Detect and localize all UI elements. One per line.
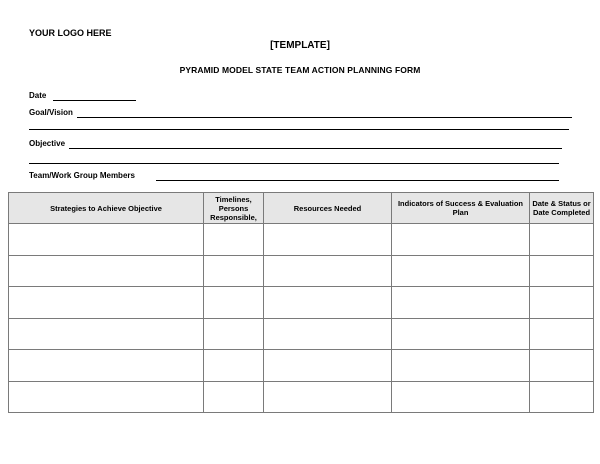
table-cell[interactable] bbox=[392, 255, 530, 287]
table-cell[interactable] bbox=[530, 224, 594, 256]
table-cell[interactable] bbox=[264, 255, 392, 287]
table-cell[interactable] bbox=[9, 224, 204, 256]
column-header-resources: Resources Needed bbox=[264, 193, 392, 224]
table-cell[interactable] bbox=[530, 255, 594, 287]
table-cell[interactable] bbox=[264, 318, 392, 350]
table-cell[interactable] bbox=[530, 318, 594, 350]
logo-placeholder: YOUR LOGO HERE bbox=[29, 28, 112, 38]
table-cell[interactable] bbox=[530, 381, 594, 413]
table-cell[interactable] bbox=[264, 287, 392, 319]
objective-label: Objective bbox=[29, 139, 66, 148]
table-row bbox=[9, 224, 594, 256]
table-cell[interactable] bbox=[204, 255, 264, 287]
team-members-field[interactable] bbox=[156, 180, 559, 181]
goal-vision-label: Goal/Vision bbox=[29, 108, 73, 117]
action-plan-table bbox=[8, 192, 594, 413]
table-cell[interactable] bbox=[264, 381, 392, 413]
table-cell[interactable] bbox=[392, 287, 530, 319]
table-row bbox=[9, 318, 594, 350]
goal-vision-field-line-2[interactable] bbox=[29, 129, 569, 130]
table-cell[interactable] bbox=[204, 350, 264, 382]
table-cell[interactable] bbox=[204, 381, 264, 413]
template-label: [TEMPLATE] bbox=[270, 40, 330, 51]
table-cell[interactable] bbox=[264, 350, 392, 382]
table-row bbox=[9, 255, 594, 287]
column-header-indicators: Indicators of Success & Evaluation Plan bbox=[392, 193, 530, 224]
date-label: Date bbox=[29, 91, 47, 100]
team-members-label: Team/Work Group Members bbox=[29, 171, 135, 180]
table-cell[interactable] bbox=[9, 381, 204, 413]
table-cell[interactable] bbox=[530, 287, 594, 319]
table-cell[interactable] bbox=[392, 381, 530, 413]
table-cell[interactable] bbox=[204, 318, 264, 350]
table-cell[interactable] bbox=[530, 350, 594, 382]
table-cell[interactable] bbox=[9, 287, 204, 319]
table-row bbox=[9, 350, 594, 382]
table-header-row bbox=[9, 193, 594, 224]
table-cell[interactable] bbox=[392, 224, 530, 256]
table-row bbox=[9, 287, 594, 319]
column-header-date-status: Date & Status or Date Completed bbox=[530, 193, 594, 224]
column-header-timelines: Timelines, Persons Responsible, bbox=[204, 193, 264, 224]
objective-field[interactable] bbox=[69, 148, 562, 149]
table-cell[interactable] bbox=[204, 287, 264, 319]
table-cell[interactable] bbox=[9, 350, 204, 382]
table-cell[interactable] bbox=[392, 350, 530, 382]
table-row bbox=[9, 381, 594, 413]
objective-field-line-2[interactable] bbox=[29, 163, 559, 164]
goal-vision-field[interactable] bbox=[77, 117, 572, 118]
table-cell[interactable] bbox=[392, 318, 530, 350]
table-cell[interactable] bbox=[9, 255, 204, 287]
table-cell[interactable] bbox=[204, 224, 264, 256]
form-title: PYRAMID MODEL STATE TEAM ACTION PLANNING FORM bbox=[179, 65, 421, 75]
table-cell[interactable] bbox=[264, 224, 392, 256]
column-header-strategies: Strategies to Achieve Objective bbox=[9, 193, 204, 224]
table-cell[interactable] bbox=[9, 318, 204, 350]
date-field[interactable] bbox=[53, 100, 136, 101]
